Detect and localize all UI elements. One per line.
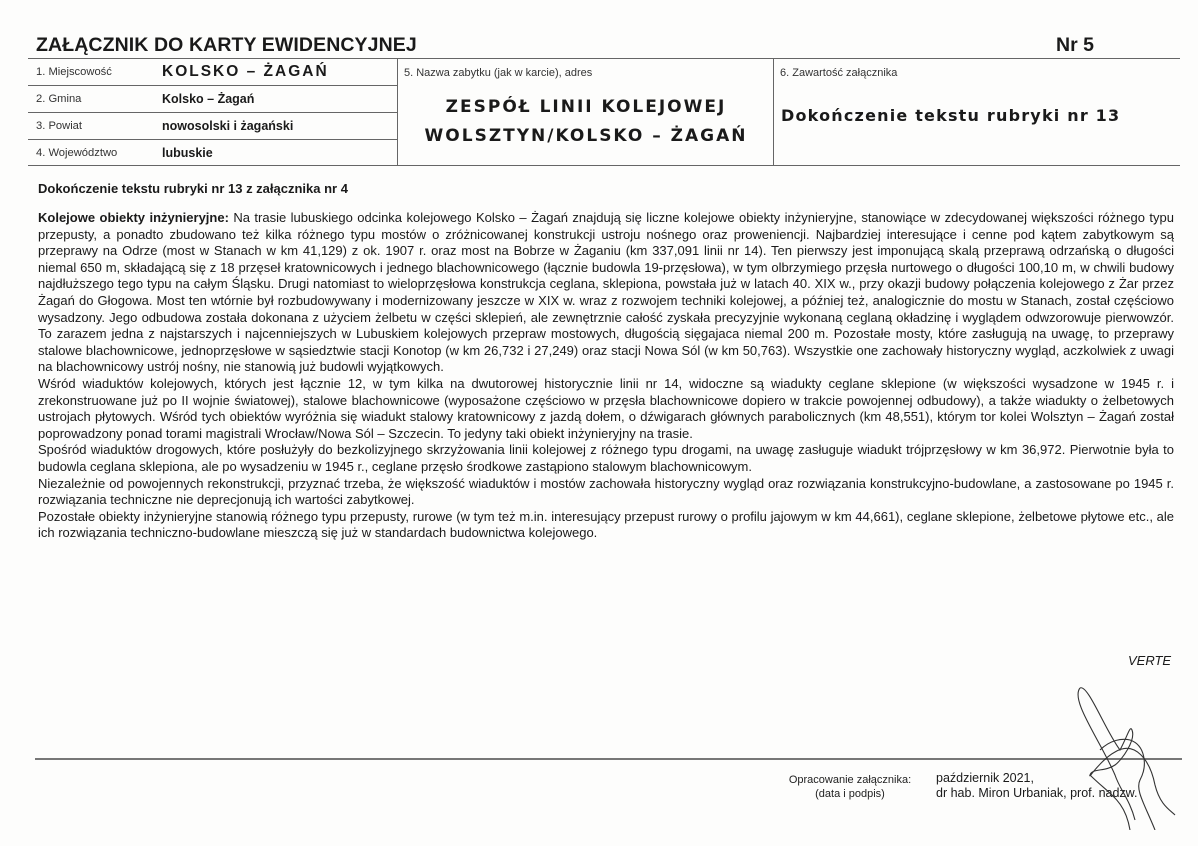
field-label: 1. Miejscowość [36, 66, 112, 78]
paragraph: Pozostałe obiekty inżynieryjne stanowią różnego typu przepusty, rurowe (w tym też m.in. interesujący przepust rurowy o profilu jajowym w km 44,661), ceglane sklepione, żelbetowe płytowe etc., ale ich rozwiązania techniczno-budowlane mieszczą się już w standardach budownictwa kolejowego. [38, 508, 1174, 541]
monument-name-line1: ZESPÓŁ LINII KOLEJOWEJ [445, 97, 727, 117]
prepared-by-label [780, 773, 920, 801]
location-column [28, 59, 398, 165]
content-value: Dokończenie tekstu rubryki nr 13 [781, 106, 1121, 125]
signature-icon [1060, 680, 1180, 830]
field-label: 3. Powiat [36, 120, 83, 132]
field-value: KOLSKO – ŻAGAŃ [162, 63, 329, 80]
row-gmina [28, 86, 397, 113]
paragraph: Niezależnie od powojennych rekonstrukcji, przyznać trzeba, że większość wiaduktów i mostów zachowała historyczny wygląd oraz rozwiązania konstrukcyjno-budowlane, a zastosowane po 1945 r. rozwiązania techniczne nie deprecjonują ich wartości zabytkowej. [38, 475, 1174, 508]
paragraph: Wśród wiaduktów kolejowych, których jest łącznie 12, w tym kilka na dwutorowej historycznie linii nr 14, widoczne są wiadukty ceglane sklepione (w większości wysadzone w 1945 r. i zrekonstruowane już po II wojnie światowej), stalowe blachownicowe (wyposażone częściowo w przęsła blachownicowe dopiero w trakcie powojennej odbudowy), a także wiadukty o żelbetowych ustrojach płytowych. Wśród tych obiektów wyróżnia się wiadukt stalowy kratownicowy z jazdą dołem, o dźwigarach głównych parabolicznych (km 48,551), którym tor kolei Wolsztyn – Żagań został poprowadzony ponad torami magistrali Wrocław/Nowa Sól – Szczecin. To jedyny taki obiekt inżynieryjny na trasie. [38, 375, 1174, 441]
prepared-label-line1: Opracowanie załącznika: [788, 774, 912, 786]
attachment-number: Nr 5 [1056, 34, 1094, 56]
row-wojewodztwo [28, 140, 397, 166]
paragraph: Spośród wiaduktów drogowych, które posłużyły do bezkolizyjnego skrzyżowania linii kolejowej z różnego typu drogami, na uwagę zasługuje wiadukt trójprzęsłowy w km 36,972. Pierwotnie była to budowla ceglana sklepiona, ale po wysadzeniu w 1945 r., ceglane przęsło środkowe zastąpiono stalowym blachownicowym. [38, 442, 1174, 474]
monument-label: 5. Nazwa zabytku (jak w karcie), adres [404, 67, 593, 79]
verte-note: VERTE [1128, 653, 1172, 668]
row-powiat [28, 113, 397, 140]
footer-separator [35, 758, 1182, 760]
attachment-content-cell [775, 59, 1180, 165]
body-text [38, 210, 1174, 542]
field-label: 2. Gmina [36, 93, 82, 105]
prepared-date: październik 2021, [936, 771, 1034, 785]
section-subheading: Dokończenie tekstu rubryki nr 13 z załącznika nr 4 [38, 181, 348, 196]
content-label: 6. Zawartość załącznika [780, 67, 898, 79]
prepared-author: dr hab. Miron Urbaniak, prof. nadzw. [936, 786, 1138, 800]
header-table [28, 58, 1180, 166]
paragraph-text: Na trasie lubuskiego odcinka kolejowego Kolsko – Żagań znajdują się liczne kolejowe obiekty inżynieryjne, stanowiące w zdecydowanej większości różnego typu przepusty, a ponadto zbudowano też kilka różnego typu mostów o zróżnicowanej konstrukcji ustroju nośnego oraz proweniencji. Najbardziej interesujące i cenne pod kątem zabytkowym są przeprawy na Odrze (most w Stanach w km 41,129) z ok. 1907 r. oraz most na Bobrze w Żaganiu (km 337,091 linii nr 14). Ten pierwszy jest imponującą skalą przeprawą odrzańską o długości niemal 650 m, składającą się z 18 przęseł kratownicowych i jednego blachownicowego (łącznie budowla 19-przęsłowa), w tym olbrzymiego przęsła nurtowego o długości 100,10 m, w chwili budowy najdłuższego tego typu na całym Śląsku. Drugi natomiast to wieloprzęsłowa konstrukcja ceglana, sklepiona, powstała już w latach 40. XIX w., przy okazji budowy połączenia kolejowego z Żar przez Żagań do Głogowa. Most ten wtórnie był rozbudowywany i modernizowany jeszcze w XIX w. wraz z rozwojem techniki kolejowej, a później też, analogicznie do mostu w Stanach, został częściowo wysadzony. Jego odbudowa została dokonana z użyciem żelbetu w części sklepień, ale zewnętrznie całość zyskała precyzyjnie wykonaną ceglaną okładzinę i wyglądem odwzorowuje pierwowzór. To zarazem jedna z najstarszych i najcenniejszych w Lubuskiem kolejowych przepraw mostowych, długością sięgajaca niemal 200 m. Pozostałe mosty, które zasługują na uwagę, to przeprawy stalowe blachownicowe, jednoprzęsłowe w sąsiedztwie stacji Konotop (w km 26,732 i 27,249) oraz stacji Nowa Sól (w km 50,763). Wszystkie one zachowały historyczny wygląd, aczkolwiek z uwagi na blachownicowy ustrój nośny, nie stanowią już budowli wyjątkowych. [38, 210, 1174, 375]
field-label: 4. Województwo [36, 147, 118, 159]
paragraph [38, 210, 1174, 376]
monument-name-cell [399, 59, 774, 165]
lead-heading: Kolejowe obiekty inżynieryjne: [38, 210, 229, 225]
field-value: lubuskie [162, 146, 213, 160]
field-value: nowosolski i żagański [162, 119, 294, 133]
field-value: Kolsko – Żagań [162, 92, 255, 106]
monument-name-line2: WOLSZTYN/KOLSKO – ŻAGAŃ [424, 126, 748, 146]
prepared-label-line2: (data i podpis) [815, 788, 885, 800]
document-title: ZAŁĄCZNIK DO KARTY EWIDENCYJNEJ [36, 34, 417, 56]
row-miejscowosc [28, 59, 397, 86]
